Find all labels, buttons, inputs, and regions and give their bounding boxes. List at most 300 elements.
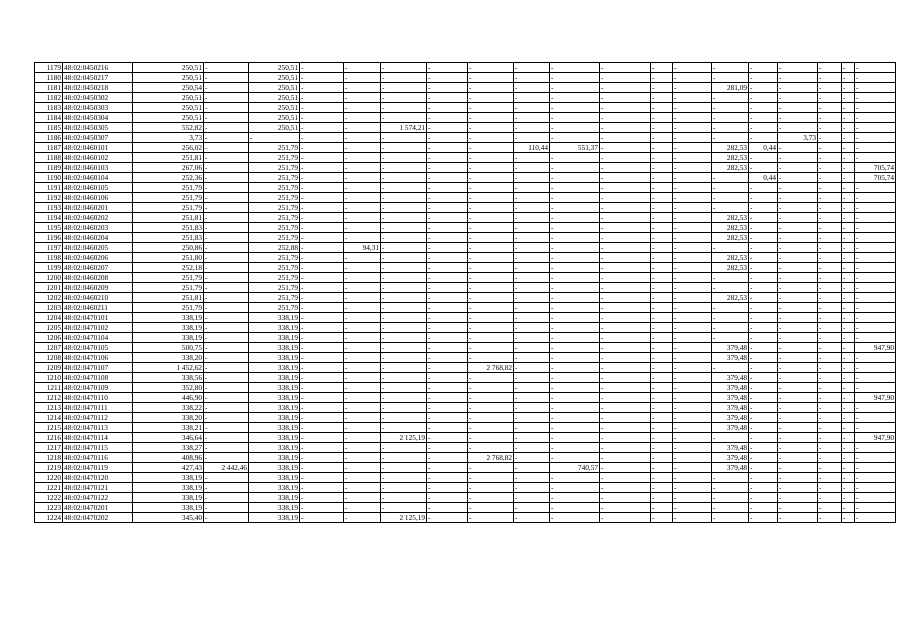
- table-row: [35, 123, 896, 133]
- value-cell: -: [651, 243, 673, 253]
- data-sheet: [34, 62, 896, 523]
- value-cell: -: [749, 363, 778, 373]
- value-cell: -: [600, 193, 651, 203]
- value-cell: -: [344, 123, 381, 133]
- value-cell: -: [550, 173, 600, 183]
- value-cell: -: [855, 203, 896, 213]
- value-cell: -: [514, 303, 550, 313]
- value-cell: -: [818, 343, 842, 353]
- value-cell: -: [673, 173, 712, 183]
- value-cell: -: [300, 163, 344, 173]
- value-cell: -: [673, 133, 712, 143]
- value-cell: 338,27: [133, 443, 204, 453]
- value-cell: -: [427, 393, 468, 403]
- value-cell: -: [855, 493, 896, 503]
- value-cell: -: [842, 93, 855, 103]
- value-cell: -: [550, 83, 600, 93]
- value-cell: -: [300, 273, 344, 283]
- value-cell: 282,53: [712, 143, 749, 153]
- value-cell: -: [344, 283, 381, 293]
- value-cell: -: [300, 153, 344, 163]
- value-cell: -: [427, 113, 468, 123]
- value-cell: 338,19: [249, 393, 300, 403]
- value-cell: 251,83: [133, 223, 204, 233]
- value-cell: -: [514, 253, 550, 263]
- value-cell: -: [204, 153, 249, 163]
- value-cell: -: [381, 413, 427, 423]
- value-cell: -: [344, 263, 381, 273]
- value-cell: -: [778, 343, 818, 353]
- value-cell: -: [600, 143, 651, 153]
- value-cell: -: [468, 93, 514, 103]
- value-cell: -: [381, 363, 427, 373]
- value-cell: -: [818, 253, 842, 263]
- row-number-cell: 1211: [35, 383, 63, 393]
- value-cell: -: [427, 243, 468, 253]
- value-cell: -: [818, 223, 842, 233]
- value-cell: -: [344, 513, 381, 523]
- value-cell: -: [855, 313, 896, 323]
- value-cell: -: [778, 373, 818, 383]
- value-cell: -: [249, 133, 300, 143]
- table-row: [35, 163, 896, 173]
- table-row: [35, 303, 896, 313]
- value-cell: 379,48: [712, 383, 749, 393]
- value-cell: 250,51: [249, 113, 300, 123]
- value-cell: -: [344, 453, 381, 463]
- value-cell: -: [550, 373, 600, 383]
- value-cell: -: [818, 203, 842, 213]
- cadastral-number-cell: 48:02:0470122: [63, 493, 133, 503]
- value-cell: 251,79: [249, 143, 300, 153]
- table-row: [35, 193, 896, 203]
- value-cell: -: [673, 403, 712, 413]
- value-cell: -: [381, 193, 427, 203]
- value-cell: -: [855, 223, 896, 233]
- cadastral-number-cell: 48:02:0470119: [63, 463, 133, 473]
- value-cell: -: [344, 503, 381, 513]
- value-cell: -: [749, 493, 778, 503]
- value-cell: -: [778, 143, 818, 153]
- value-cell: 338,19: [249, 433, 300, 443]
- value-cell: -: [300, 473, 344, 483]
- cadastral-number-cell: 48:02:0460209: [63, 283, 133, 293]
- value-cell: -: [300, 83, 344, 93]
- value-cell: 338,19: [249, 503, 300, 513]
- value-cell: -: [651, 63, 673, 73]
- value-cell: -: [855, 283, 896, 293]
- value-cell: -: [514, 483, 550, 493]
- value-cell: -: [818, 123, 842, 133]
- value-cell: 1 452,62: [133, 363, 204, 373]
- value-cell: 251,81: [133, 293, 204, 303]
- value-cell: -: [514, 173, 550, 183]
- table-row: [35, 463, 896, 473]
- value-cell: -: [300, 323, 344, 333]
- value-cell: -: [842, 483, 855, 493]
- value-cell: -: [842, 473, 855, 483]
- row-number-cell: 1221: [35, 483, 63, 493]
- value-cell: -: [600, 203, 651, 213]
- value-cell: 256,02: [133, 143, 204, 153]
- value-cell: -: [204, 263, 249, 273]
- value-cell: -: [673, 463, 712, 473]
- value-cell: -: [673, 363, 712, 373]
- value-cell: -: [300, 413, 344, 423]
- value-cell: -: [842, 433, 855, 443]
- value-cell: -: [712, 183, 749, 193]
- value-cell: -: [468, 233, 514, 243]
- value-cell: -: [514, 123, 550, 133]
- value-cell: -: [842, 343, 855, 353]
- row-number-cell: 1206: [35, 333, 63, 343]
- value-cell: -: [842, 233, 855, 243]
- value-cell: -: [381, 143, 427, 153]
- value-cell: -: [651, 113, 673, 123]
- value-cell: -: [204, 453, 249, 463]
- value-cell: -: [427, 513, 468, 523]
- value-cell: -: [712, 433, 749, 443]
- value-cell: -: [514, 443, 550, 453]
- value-cell: -: [651, 303, 673, 313]
- value-cell: -: [381, 283, 427, 293]
- table-row: [35, 373, 896, 383]
- value-cell: -: [673, 283, 712, 293]
- value-cell: -: [468, 393, 514, 403]
- value-cell: -: [651, 393, 673, 403]
- value-cell: -: [468, 73, 514, 83]
- value-cell: -: [427, 433, 468, 443]
- table-row: [35, 233, 896, 243]
- value-cell: -: [514, 273, 550, 283]
- value-cell: -: [550, 303, 600, 313]
- value-cell: -: [600, 153, 651, 163]
- value-cell: -: [673, 153, 712, 163]
- value-cell: -: [778, 383, 818, 393]
- value-cell: -: [673, 63, 712, 73]
- value-cell: -: [651, 463, 673, 473]
- value-cell: 338,19: [249, 513, 300, 523]
- value-cell: -: [673, 493, 712, 503]
- value-cell: -: [651, 313, 673, 323]
- value-cell: -: [468, 123, 514, 133]
- row-number-cell: 1210: [35, 373, 63, 383]
- value-cell: 379,48: [712, 373, 749, 383]
- table-row: [35, 403, 896, 413]
- value-cell: -: [818, 493, 842, 503]
- value-cell: -: [855, 243, 896, 253]
- value-cell: -: [855, 513, 896, 523]
- value-cell: -: [673, 83, 712, 93]
- value-cell: -: [550, 413, 600, 423]
- value-cell: -: [749, 253, 778, 263]
- value-cell: 251,80: [133, 253, 204, 263]
- value-cell: -: [468, 273, 514, 283]
- value-cell: -: [818, 63, 842, 73]
- value-cell: 338,19: [249, 343, 300, 353]
- value-cell: -: [600, 93, 651, 103]
- value-cell: -: [204, 103, 249, 113]
- value-cell: -: [344, 303, 381, 313]
- value-cell: -: [204, 203, 249, 213]
- value-cell: -: [842, 203, 855, 213]
- cadastral-number-cell: 48:02:0470105: [63, 343, 133, 353]
- value-cell: -: [550, 343, 600, 353]
- value-cell: -: [300, 123, 344, 133]
- value-cell: -: [600, 133, 651, 143]
- value-cell: -: [855, 303, 896, 313]
- value-cell: -: [842, 443, 855, 453]
- cadastral-number-cell: 48:02:0450218: [63, 83, 133, 93]
- value-cell: -: [344, 483, 381, 493]
- value-cell: -: [514, 503, 550, 513]
- value-cell: 379,48: [712, 393, 749, 403]
- value-cell: -: [673, 513, 712, 523]
- value-cell: -: [778, 153, 818, 163]
- value-cell: -: [842, 153, 855, 163]
- value-cell: 338,19: [133, 493, 204, 503]
- value-cell: -: [468, 433, 514, 443]
- value-cell: 282,53: [712, 213, 749, 223]
- table-row: [35, 63, 896, 73]
- value-cell: -: [344, 103, 381, 113]
- value-cell: -: [427, 223, 468, 233]
- value-cell: -: [550, 263, 600, 273]
- value-cell: -: [855, 253, 896, 263]
- value-cell: -: [818, 443, 842, 453]
- value-cell: -: [778, 323, 818, 333]
- value-cell: 250,51: [133, 73, 204, 83]
- table-row: [35, 203, 896, 213]
- value-cell: -: [600, 513, 651, 523]
- value-cell: -: [550, 293, 600, 303]
- value-cell: -: [204, 93, 249, 103]
- value-cell: 352,80: [133, 383, 204, 393]
- value-cell: -: [427, 263, 468, 273]
- value-cell: 251,79: [249, 283, 300, 293]
- cadastral-number-cell: 48:02:0460205: [63, 243, 133, 253]
- value-cell: 379,48: [712, 453, 749, 463]
- value-cell: -: [300, 513, 344, 523]
- value-cell: -: [818, 273, 842, 283]
- row-number-cell: 1192: [35, 193, 63, 203]
- value-cell: 379,48: [712, 423, 749, 433]
- value-cell: -: [673, 243, 712, 253]
- value-cell: -: [600, 63, 651, 73]
- value-cell: -: [842, 173, 855, 183]
- value-cell: -: [673, 343, 712, 353]
- value-cell: -: [300, 93, 344, 103]
- value-cell: -: [344, 233, 381, 243]
- value-cell: -: [778, 213, 818, 223]
- value-cell: -: [381, 313, 427, 323]
- value-cell: -: [468, 313, 514, 323]
- value-cell: -: [550, 73, 600, 83]
- value-cell: -: [749, 63, 778, 73]
- value-cell: -: [855, 193, 896, 203]
- cadastral-number-cell: 48:02:0470202: [63, 513, 133, 523]
- value-cell: -: [842, 143, 855, 153]
- value-cell: -: [749, 423, 778, 433]
- value-cell: -: [818, 383, 842, 393]
- value-cell: -: [712, 243, 749, 253]
- value-cell: -: [381, 83, 427, 93]
- value-cell: 947,90: [855, 393, 896, 403]
- value-cell: -: [344, 423, 381, 433]
- value-cell: -: [778, 123, 818, 133]
- value-cell: 251,79: [249, 203, 300, 213]
- value-cell: -: [468, 283, 514, 293]
- value-cell: 338,20: [133, 413, 204, 423]
- value-cell: -: [651, 293, 673, 303]
- value-cell: -: [300, 383, 344, 393]
- value-cell: -: [550, 453, 600, 463]
- value-cell: -: [550, 153, 600, 163]
- value-cell: -: [427, 103, 468, 113]
- value-cell: -: [855, 483, 896, 493]
- value-cell: -: [749, 383, 778, 393]
- value-cell: -: [818, 423, 842, 433]
- value-cell: 267,06: [133, 163, 204, 173]
- value-cell: -: [514, 413, 550, 423]
- value-cell: 740,57: [550, 463, 600, 473]
- value-cell: -: [204, 513, 249, 523]
- value-cell: -: [778, 283, 818, 293]
- value-cell: -: [651, 233, 673, 243]
- value-cell: -: [600, 73, 651, 83]
- value-cell: -: [204, 333, 249, 343]
- value-cell: -: [300, 333, 344, 343]
- table-row: [35, 133, 896, 143]
- value-cell: 346,64: [133, 433, 204, 443]
- value-cell: 338,19: [249, 313, 300, 323]
- cadastral-number-cell: 48:02:0460105: [63, 183, 133, 193]
- value-cell: -: [468, 343, 514, 353]
- value-cell: -: [600, 483, 651, 493]
- value-cell: -: [344, 323, 381, 333]
- value-cell: -: [550, 383, 600, 393]
- value-cell: -: [651, 153, 673, 163]
- row-number-cell: 1182: [35, 93, 63, 103]
- value-cell: -: [778, 313, 818, 323]
- value-cell: -: [749, 463, 778, 473]
- value-cell: -: [818, 143, 842, 153]
- value-cell: -: [818, 183, 842, 193]
- value-cell: -: [427, 153, 468, 163]
- value-cell: -: [855, 133, 896, 143]
- value-cell: -: [842, 283, 855, 293]
- row-number-cell: 1181: [35, 83, 63, 93]
- value-cell: -: [204, 483, 249, 493]
- value-cell: -: [600, 393, 651, 403]
- value-cell: -: [344, 153, 381, 163]
- value-cell: -: [600, 223, 651, 233]
- value-cell: -: [300, 313, 344, 323]
- value-cell: -: [673, 73, 712, 83]
- value-cell: -: [600, 273, 651, 283]
- value-cell: -: [673, 193, 712, 203]
- value-cell: -: [427, 233, 468, 243]
- cadastral-number-cell: 48:02:0460207: [63, 263, 133, 273]
- row-number-cell: 1204: [35, 313, 63, 323]
- value-cell: -: [427, 93, 468, 103]
- value-cell: -: [344, 463, 381, 473]
- value-cell: -: [749, 413, 778, 423]
- value-cell: -: [673, 293, 712, 303]
- value-cell: -: [550, 403, 600, 413]
- value-cell: 251,79: [249, 173, 300, 183]
- value-cell: -: [427, 193, 468, 203]
- value-cell: -: [600, 263, 651, 273]
- value-cell: -: [344, 73, 381, 83]
- value-cell: -: [344, 203, 381, 213]
- table-row: [35, 103, 896, 113]
- value-cell: -: [514, 223, 550, 233]
- table-row: [35, 363, 896, 373]
- row-number-cell: 1205: [35, 323, 63, 333]
- value-cell: -: [514, 183, 550, 193]
- row-number-cell: 1220: [35, 473, 63, 483]
- value-cell: -: [600, 373, 651, 383]
- value-cell: -: [842, 123, 855, 133]
- value-cell: -: [550, 223, 600, 233]
- cadastral-number-cell: 48:02:0450216: [63, 63, 133, 73]
- value-cell: -: [600, 503, 651, 513]
- value-cell: 251,79: [133, 283, 204, 293]
- row-number-cell: 1183: [35, 103, 63, 113]
- value-cell: 379,48: [712, 353, 749, 363]
- table-row: [35, 113, 896, 123]
- row-number-cell: 1188: [35, 153, 63, 163]
- value-cell: -: [381, 63, 427, 73]
- value-cell: 251,81: [133, 153, 204, 163]
- value-cell: -: [468, 163, 514, 173]
- value-cell: -: [673, 263, 712, 273]
- row-number-cell: 1200: [35, 273, 63, 283]
- value-cell: 338,19: [249, 423, 300, 433]
- value-cell: -: [550, 193, 600, 203]
- value-cell: 2 125,19: [381, 513, 427, 523]
- value-cell: -: [842, 493, 855, 503]
- value-cell: -: [749, 503, 778, 513]
- value-cell: -: [651, 163, 673, 173]
- value-cell: -: [778, 113, 818, 123]
- cadastral-number-cell: 48:02:0450303: [63, 103, 133, 113]
- value-cell: -: [300, 233, 344, 243]
- value-cell: -: [550, 283, 600, 293]
- value-cell: -: [204, 323, 249, 333]
- value-cell: 338,22: [133, 403, 204, 413]
- value-cell: 338,19: [249, 373, 300, 383]
- value-cell: -: [842, 63, 855, 73]
- value-cell: -: [514, 473, 550, 483]
- value-cell: -: [204, 83, 249, 93]
- row-number-cell: 1186: [35, 133, 63, 143]
- value-cell: -: [749, 183, 778, 193]
- value-cell: -: [855, 423, 896, 433]
- value-cell: -: [749, 333, 778, 343]
- value-cell: 705,74: [855, 173, 896, 183]
- row-number-cell: 1179: [35, 63, 63, 73]
- value-cell: -: [514, 343, 550, 353]
- value-cell: -: [468, 213, 514, 223]
- value-cell: -: [468, 473, 514, 483]
- value-cell: -: [550, 473, 600, 483]
- value-cell: -: [468, 193, 514, 203]
- value-cell: -: [778, 413, 818, 423]
- value-cell: -: [842, 403, 855, 413]
- value-cell: -: [300, 63, 344, 73]
